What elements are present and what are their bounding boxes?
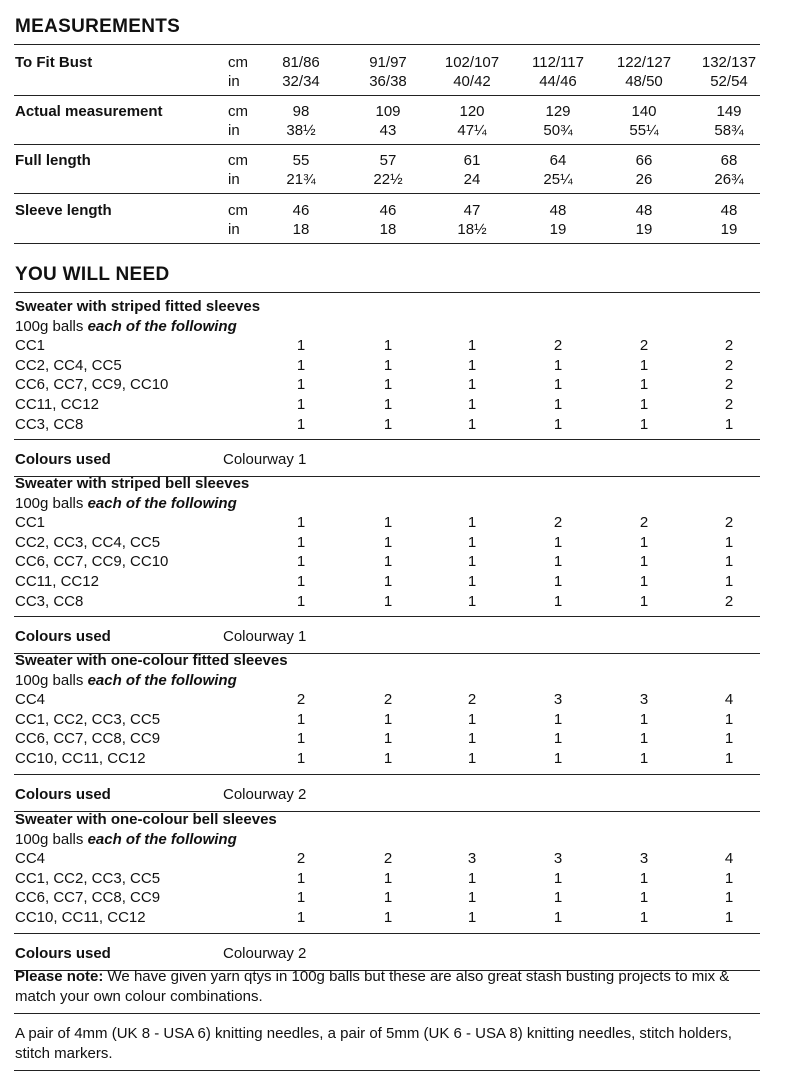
table-cell: 61 [463, 152, 481, 169]
table-cell: 1 [639, 415, 649, 433]
unit-label: cm [228, 103, 248, 120]
table-cell: 1 [639, 396, 649, 413]
balls-emphasis: each of the following [87, 671, 237, 689]
table-cell: 1 [553, 750, 563, 767]
table-cell: 1 [639, 750, 649, 767]
table-cell: 1 [553, 869, 563, 887]
you-will-need-title: YOU WILL NEED [15, 264, 170, 285]
colours-used-label: Colours used [15, 944, 111, 962]
table-cell: 1 [296, 909, 306, 926]
table-cell: 1 [553, 533, 563, 551]
unit-label: cm [228, 202, 248, 219]
table-cell: 1 [553, 415, 563, 433]
table-cell: 64 [549, 152, 567, 169]
table-cell: 1 [467, 592, 477, 610]
table-cell: 1 [467, 730, 477, 748]
table-cell: 1 [467, 514, 477, 532]
table-cell: 52/54 [710, 73, 748, 90]
divider [14, 144, 760, 145]
colour-label: CC11, CC12 [15, 396, 99, 413]
table-cell: 1 [383, 553, 393, 571]
table-cell: 1 [467, 533, 477, 551]
table-cell: 50¾ [543, 122, 573, 139]
table-cell: 1 [383, 909, 393, 926]
table-cell: 4 [724, 850, 734, 868]
table-cell: 19 [549, 221, 567, 238]
table-cell: 120 [459, 103, 485, 120]
table-cell: 140 [631, 103, 657, 120]
table-cell: 1 [383, 415, 393, 433]
colour-label: CC2, CC3, CC4, CC5 [15, 533, 161, 551]
measurement-label: Actual measurement [15, 103, 163, 120]
colour-label: CC6, CC7, CC8, CC9 [15, 889, 161, 907]
table-cell: 2 [724, 337, 734, 355]
table-cell: 1 [383, 869, 393, 887]
colour-label: CC6, CC7, CC8, CC9 [15, 730, 161, 748]
divider [14, 1070, 760, 1071]
colour-label: CC3, CC8 [15, 415, 84, 433]
divider [14, 933, 760, 934]
table-cell: 129 [545, 103, 571, 120]
table-cell: 1 [553, 909, 563, 926]
table-cell: 112/117 [532, 54, 584, 71]
balls-prefix: 100g balls [15, 830, 84, 848]
colour-label: CC6, CC7, CC9, CC10 [15, 376, 169, 394]
section-heading: Sweater with one-colour fitted sleeves [15, 652, 288, 669]
table-cell: 1 [724, 869, 734, 887]
table-cell: 1 [553, 730, 563, 748]
please-note [15, 967, 755, 1007]
table-cell: 32/34 [282, 73, 320, 90]
table-cell: 2 [296, 850, 306, 868]
table-cell: 1 [383, 573, 393, 590]
table-cell: 2 [724, 396, 734, 413]
table-cell: 1 [383, 514, 393, 532]
please-note-text: We have given yarn qtys in 100g balls but these are also great stash busting projects to mix & match your own colour combinations. [15, 968, 730, 1005]
table-cell: 2 [383, 691, 393, 709]
table-cell: 122/127 [616, 54, 672, 71]
table-cell: 1 [296, 415, 306, 433]
balls-prefix: 100g balls [15, 317, 84, 335]
table-cell: 1 [383, 376, 393, 394]
colours-used-label: Colours used [15, 628, 111, 646]
table-cell: 19 [720, 221, 738, 238]
table-cell: 2 [467, 691, 477, 709]
table-cell: 1 [639, 710, 649, 728]
table-cell: 1 [383, 396, 393, 413]
table-cell: 1 [724, 730, 734, 748]
table-cell: 1 [553, 356, 563, 374]
colour-label: CC1 [15, 337, 46, 355]
needles-note: A pair of 4mm (UK 8 - USA 6) knitting needles, a pair of 5mm (UK 6 - USA 8) knitting needles, stitch holders, stitch markers. [15, 1025, 732, 1062]
table-cell: 48/50 [625, 73, 663, 90]
table-cell: 4 [724, 691, 734, 709]
divider [14, 774, 760, 775]
table-cell: 55 [292, 152, 310, 169]
table-cell: 38½ [286, 122, 316, 139]
measurement-label: Full length [15, 152, 91, 169]
colours-used-label: Colours used [15, 451, 111, 469]
colour-label: CC1, CC2, CC3, CC5 [15, 710, 161, 728]
balls-emphasis: each of the following [87, 317, 237, 335]
table-cell: 1 [724, 415, 734, 433]
divider [14, 439, 760, 440]
divider [14, 616, 760, 617]
table-cell: 1 [639, 376, 649, 394]
table-cell: 24 [463, 171, 481, 188]
table-cell: 2 [553, 337, 563, 355]
table-cell: 57 [379, 152, 397, 169]
divider [14, 44, 760, 45]
table-cell: 26 [635, 171, 653, 188]
table-cell: 21¾ [286, 171, 316, 188]
table-cell: 18½ [457, 221, 487, 238]
table-cell: 1 [467, 553, 477, 571]
table-cell: 1 [383, 337, 393, 355]
divider [14, 292, 760, 293]
table-cell: 1 [639, 553, 649, 571]
table-cell: 1 [467, 889, 477, 907]
table-cell: 1 [296, 533, 306, 551]
table-cell: 1 [639, 533, 649, 551]
balls-prefix: 100g balls [15, 494, 84, 512]
table-cell: 149 [716, 103, 742, 120]
table-cell: 1 [296, 592, 306, 610]
balls-prefix: 100g balls [15, 671, 84, 689]
colour-label: CC4 [15, 691, 46, 709]
table-cell: 1 [724, 573, 734, 590]
table-cell: 1 [553, 889, 563, 907]
table-cell: 2 [724, 356, 734, 374]
table-cell: 1 [553, 396, 563, 413]
balls-note [15, 830, 237, 849]
table-cell: 36/38 [369, 73, 407, 90]
colours-used-label: Colours used [15, 785, 111, 803]
table-cell: 1 [639, 889, 649, 907]
table-cell: 1 [296, 889, 306, 907]
colour-label: CC2, CC4, CC5 [15, 356, 122, 374]
colourway-value: Colourway 1 [223, 628, 307, 646]
table-cell: 47 [463, 202, 481, 219]
table-cell: 98 [292, 103, 310, 120]
table-cell: 2 [724, 592, 734, 610]
table-cell: 132/137 [701, 54, 757, 71]
measurements-title: MEASUREMENTS [15, 16, 181, 37]
table-cell: 1 [724, 909, 734, 926]
table-cell: 2 [383, 850, 393, 868]
divider [14, 1013, 760, 1014]
table-cell: 2 [296, 691, 306, 709]
divider [14, 95, 760, 96]
table-cell: 40/42 [453, 73, 491, 90]
unit-label: cm [228, 152, 248, 169]
table-cell: 1 [639, 356, 649, 374]
table-cell: 1 [467, 356, 477, 374]
table-cell: 46 [292, 202, 310, 219]
table-cell: 1 [383, 356, 393, 374]
table-cell: 1 [296, 337, 306, 355]
colour-label: CC10, CC11, CC12 [15, 750, 146, 767]
table-cell: 2 [724, 514, 734, 532]
colour-label: CC11, CC12 [15, 573, 99, 590]
table-cell: 1 [639, 592, 649, 610]
unit-label: in [228, 122, 240, 139]
unit-label: in [228, 221, 240, 238]
table-cell: 1 [724, 889, 734, 907]
table-cell: 25¼ [543, 171, 573, 188]
table-cell: 1 [296, 750, 306, 767]
please-note-label: Please note: [15, 968, 104, 985]
table-cell: 1 [383, 889, 393, 907]
table-cell: 109 [375, 103, 401, 120]
table-cell: 3 [553, 850, 563, 868]
unit-label: in [228, 73, 240, 90]
table-cell: 2 [639, 337, 649, 355]
table-cell: 1 [383, 592, 393, 610]
unit-label: cm [228, 54, 248, 71]
table-cell: 48 [720, 202, 738, 219]
table-cell: 43 [379, 122, 397, 139]
table-cell: 1 [296, 356, 306, 374]
table-cell: 1 [467, 415, 477, 433]
section-heading: Sweater with striped bell sleeves [15, 475, 250, 492]
colour-label: CC4 [15, 850, 46, 868]
table-cell: 1 [296, 869, 306, 887]
table-cell: 66 [635, 152, 653, 169]
table-cell: 1 [383, 730, 393, 748]
divider [14, 193, 760, 194]
balls-emphasis: each of the following [87, 494, 237, 512]
table-cell: 44/46 [539, 73, 577, 90]
table-cell: 18 [379, 221, 397, 238]
colour-label: CC6, CC7, CC9, CC10 [15, 553, 169, 571]
table-cell: 1 [467, 396, 477, 413]
table-cell: 3 [639, 850, 649, 868]
table-cell: 1 [724, 710, 734, 728]
table-cell: 1 [383, 750, 393, 767]
table-cell: 3 [467, 850, 477, 868]
table-cell: 1 [553, 573, 563, 590]
table-cell: 1 [383, 710, 393, 728]
table-cell: 55¼ [629, 122, 659, 139]
table-cell: 1 [467, 710, 477, 728]
table-cell: 47¼ [457, 122, 487, 139]
balls-emphasis: each of the following [87, 830, 237, 848]
table-cell: 1 [296, 573, 306, 590]
table-cell: 102/107 [444, 54, 500, 71]
table-cell: 1 [467, 869, 477, 887]
table-cell: 1 [467, 376, 477, 394]
table-cell: 3 [639, 691, 649, 709]
table-cell: 1 [639, 730, 649, 748]
table-cell: 1 [296, 553, 306, 571]
table-cell: 18 [292, 221, 310, 238]
colour-label: CC10, CC11, CC12 [15, 909, 146, 926]
table-cell: 1 [553, 710, 563, 728]
unit-label: in [228, 171, 240, 188]
table-cell: 1 [296, 710, 306, 728]
table-cell: 1 [467, 750, 477, 767]
colour-label: CC3, CC8 [15, 592, 84, 610]
table-cell: 1 [724, 750, 734, 767]
colourway-value: Colourway 1 [223, 451, 307, 469]
table-cell: 58¾ [714, 122, 744, 139]
table-cell: 26¾ [714, 171, 744, 188]
table-cell: 48 [635, 202, 653, 219]
table-cell: 1 [467, 573, 477, 590]
balls-note [15, 317, 237, 336]
section-heading: Sweater with striped fitted sleeves [15, 298, 261, 315]
colourway-value: Colourway 2 [223, 944, 307, 962]
table-cell: 1 [553, 592, 563, 610]
section-heading: Sweater with one-colour bell sleeves [15, 811, 277, 828]
table-cell: 46 [379, 202, 397, 219]
balls-note [15, 671, 237, 690]
table-cell: 1 [467, 337, 477, 355]
table-cell: 1 [296, 376, 306, 394]
table-cell: 19 [635, 221, 653, 238]
table-cell: 1 [724, 553, 734, 571]
colour-label: CC1 [15, 514, 46, 532]
table-cell: 1 [296, 514, 306, 532]
table-cell: 1 [467, 909, 477, 926]
table-cell: 1 [639, 869, 649, 887]
table-cell: 22½ [373, 171, 403, 188]
table-cell: 1 [553, 376, 563, 394]
measurement-label: To Fit Bust [15, 54, 93, 71]
measurement-label: Sleeve length [15, 202, 112, 219]
table-cell: 1 [296, 396, 306, 413]
table-cell: 3 [553, 691, 563, 709]
table-cell: 1 [639, 573, 649, 590]
table-cell: 2 [639, 514, 649, 532]
table-cell: 1 [553, 553, 563, 571]
table-cell: 2 [724, 376, 734, 394]
colourway-value: Colourway 2 [223, 785, 307, 803]
table-cell: 2 [553, 514, 563, 532]
table-cell: 1 [296, 730, 306, 748]
table-cell: 91/97 [369, 54, 407, 71]
table-cell: 1 [724, 533, 734, 551]
table-cell: 48 [549, 202, 567, 219]
table-cell: 1 [639, 909, 649, 926]
colour-label: CC1, CC2, CC3, CC5 [15, 869, 161, 887]
table-cell: 81/86 [282, 54, 320, 71]
balls-note [15, 494, 237, 513]
table-cell: 1 [383, 533, 393, 551]
table-cell: 68 [720, 152, 738, 169]
divider [14, 243, 760, 244]
